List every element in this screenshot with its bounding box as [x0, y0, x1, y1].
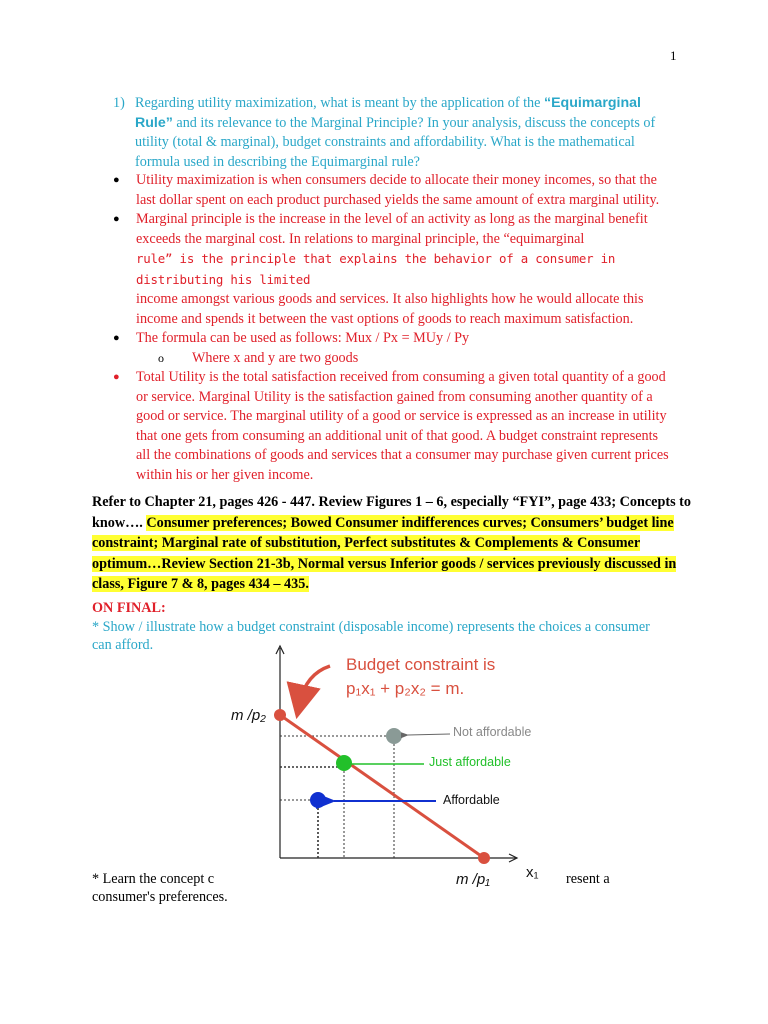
bullet-icon: ● — [113, 332, 120, 344]
affordable-label: Affordable — [443, 793, 500, 807]
answer-item: ● The formula can be used as follows: Mux / Px = MUy / Py o Where x and y are two goods — [113, 329, 673, 368]
answer-item: ● Marginal principle is the increase in the level of an activity as long as the marginal benefit exceeds the marginal cost. In relations to marginal principle, the “equimarginal rule” is the principle that explains the behavior of a consumer in distributing his limited income amongst various goods and services. It also highlights how he would allocate this income and spends it between the vast options of goods to reach maximum satisfaction. — [113, 211, 648, 327]
y-intercept-label: m /p₂ — [231, 707, 266, 724]
circle-bullet-icon: o — [158, 350, 164, 365]
answer-item: ● Utility maximization is when consumers decide to allocate their money incomes, so that the last dollar spent on each product purchased yields the same amount of extra marginal utility. — [113, 172, 660, 208]
question-number: 1) — [113, 95, 125, 111]
equimarginal-term: “Equimarginal Rule” — [135, 95, 641, 131]
bullet-icon: ● — [113, 213, 120, 225]
question-1 — [113, 94, 673, 172]
page-number: 1 — [670, 48, 677, 63]
bullet-icon: ● — [113, 371, 120, 383]
just-affordable-label: Just affordable — [429, 755, 511, 769]
refer-paragraph: Refer to Chapter 21, pages 426 - 447. Review Figures 1 – 6, especially “FYI”, page 433; Concepts to know…. Consumer preferences; Bowed Consumer indifferences curves; Consumers’ budget line constraint; Marginal rate of substitution, Perfect substitutes & Complements & Consumer optimum…Review Section 21-3b, Normal versus Inferior goods / services previously discussed in class, Figure 7 & 8, pages 434 – 435. — [92, 494, 691, 592]
figure-title-line2: p₁x₁ + p₂x₂ = m. — [346, 679, 465, 698]
x-intercept-label: m /p₁ — [456, 871, 490, 888]
affordable-point — [310, 792, 326, 808]
not-affordable-label: Not affordable — [453, 725, 532, 739]
highlighted-concepts: Consumer preferences; Bowed Consumer indifferences curves; Consumers’ budget line constraint; Marginal rate of substitution, Perfect substitutes & Complements & Consumer optimum…Review Section 21-3b, Normal versus Inferior goods / services previously discussed in class, Figure 7 & 8, pages 434 – 435. — [92, 514, 677, 592]
y-intercept-point — [274, 709, 286, 721]
figure-title-line1: Budget constraint is — [346, 655, 496, 674]
not-affordable-point — [386, 728, 402, 744]
question-text: Regarding utility maximization, what is meant by the application of the “Equimarginal Rule” and its relevance to the Marginal Principle? In your analysis, discuss the concepts of utility (total & marginal), budget constraints and affordability. What is the mathematical formula used in describing the Equimarginal rule? — [135, 95, 656, 170]
learn-instruction: * Learn the concept c resent a consumer's preferences. — [92, 871, 610, 905]
bullet-icon: ● — [113, 174, 120, 186]
just-affordable-point — [336, 755, 352, 771]
on-final-heading: ON FINAL: — [92, 600, 166, 616]
x-intercept-point — [478, 852, 490, 864]
answer-list — [113, 171, 673, 485]
budget-constraint-figure — [212, 642, 552, 888]
curved-arrow-icon — [300, 666, 330, 702]
x-axis-label: x₁ — [526, 864, 539, 881]
answer-item: ● Total Utility is the total satisfaction received from consuming a given total quantity of a good or service. Marginal Utility is the satisfaction gained from consuming another quantity of a good or service. The marginal utility of a good or service is expressed as an increase in utility that one gets from consuming an additional unit of that good. A budget constraint represents all the combinations of goods and services that a consumer may purchase given current prices within his or her given income. — [113, 369, 669, 483]
show-instruction: * Show / illustrate how a budget constraint (disposable income) represents the choices a consumer can afford. — [92, 619, 650, 653]
sub-bullet: o Where x and y are two goods — [158, 349, 673, 369]
